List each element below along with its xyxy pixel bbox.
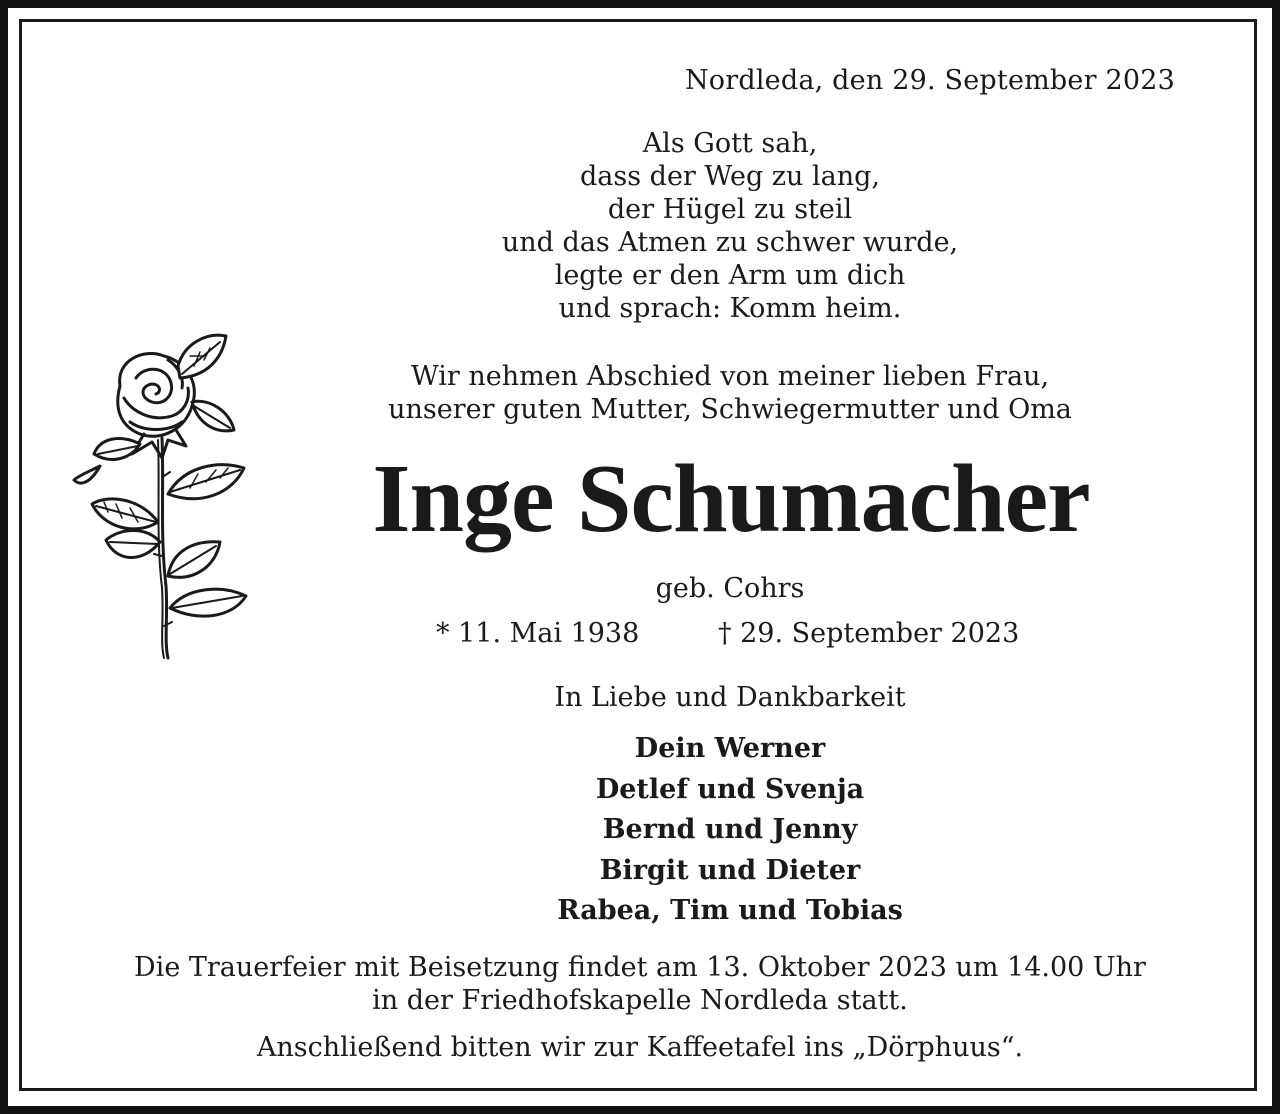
ceremony-line: Die Trauerfeier mit Beisetzung findet am 13. Oktober 2023 um 14.00 Uhr — [134, 952, 1146, 983]
mourner-name: Birgit und Dieter — [599, 854, 861, 886]
deceased-name: Inge Schumacher — [372, 445, 1090, 553]
farewell-line: Wir nehmen Abschied von meiner lieben Frau, — [410, 361, 1050, 392]
birth-date: * 11. Mai 1938 — [436, 618, 640, 649]
rose-icon — [60, 326, 250, 666]
poem-line: und das Atmen zu schwer wurde, — [501, 227, 959, 258]
ceremony-line: in der Friedhofskapelle Nordleda statt. — [372, 985, 908, 1016]
obituary-notice — [8, 8, 1272, 1106]
poem-line: der Hügel zu steil — [607, 194, 853, 225]
poem-line: legte er den Arm um dich — [554, 260, 906, 291]
farewell-text — [360, 360, 1100, 426]
death-date: † 29. September 2023 — [718, 618, 1020, 649]
poem-line: und sprach: Komm heim. — [558, 293, 902, 324]
birth-name: geb. Cohrs — [655, 573, 805, 604]
farewell-line: unserer guten Mutter, Schwiegermutter und Oma — [388, 394, 1072, 425]
reception-info: Anschließend bitten wir zur Kaffeetafel ins „Dörphuus“. — [256, 1032, 1024, 1063]
place-date: Nordleda, den 29. September 2023 — [684, 65, 1175, 96]
poem — [360, 127, 1100, 325]
poem-line: Als Gott sah, — [642, 128, 818, 159]
mourner-name: Bernd und Jenny — [602, 814, 858, 845]
mourner-name: Dein Werner — [634, 733, 826, 764]
mourners-list — [360, 729, 1100, 932]
poem-line: dass der Weg zu lang, — [579, 161, 880, 192]
mourner-name: Detlef und Svenja — [595, 773, 865, 805]
ceremony-info — [48, 951, 1232, 1017]
mourner-name: Rabea, Tim und Tobias — [557, 895, 903, 926]
closing-phrase: In Liebe und Dankbarkeit — [554, 682, 906, 713]
